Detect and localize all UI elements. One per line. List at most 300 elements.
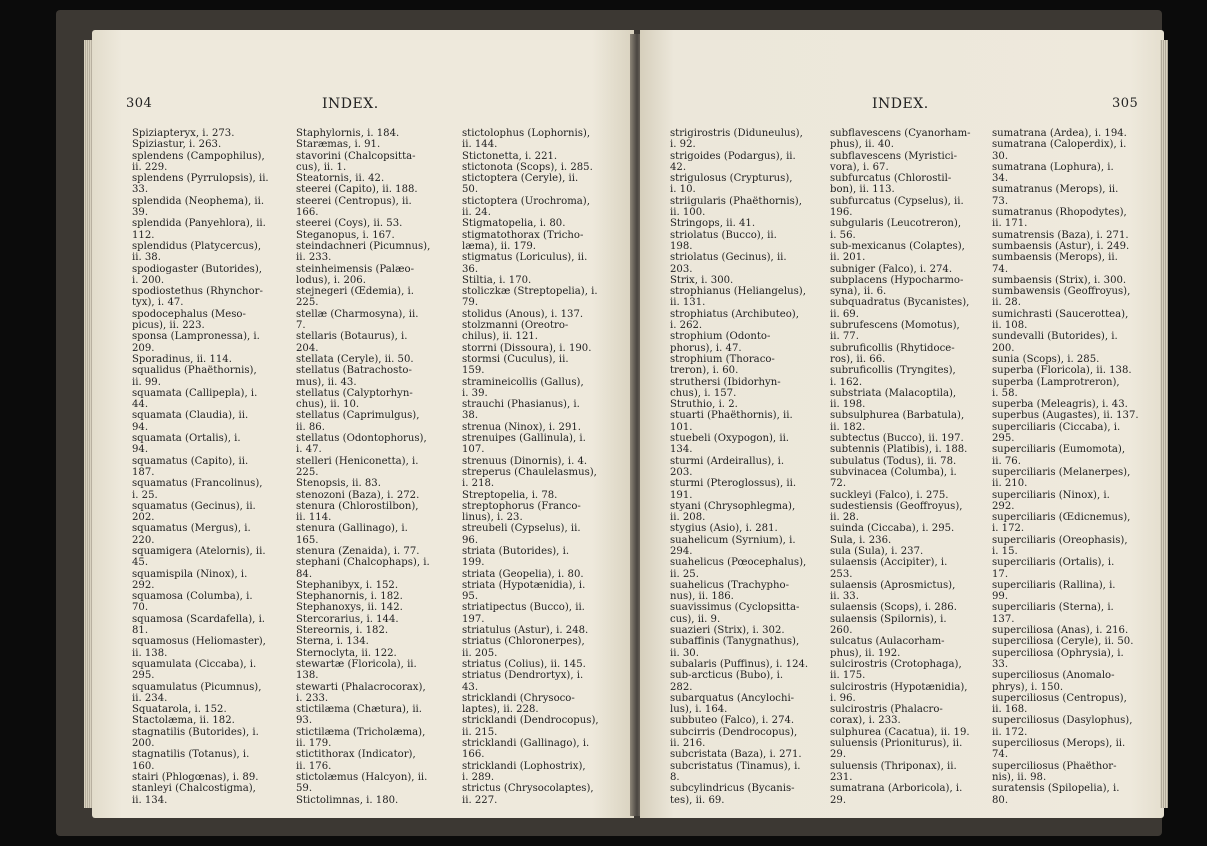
index-line: sumbaensis (Merops), ii. (992, 252, 1118, 264)
index-line: linus), i. 23. (462, 512, 523, 524)
index-line: Stereornis, i. 182. (296, 625, 389, 637)
index-line: strophiatus (Archibuteo), (670, 308, 799, 320)
index-line: superciliaris (Oreophasis), (992, 534, 1128, 546)
index-line: sulaensis (Scops), i. 286. (830, 602, 957, 614)
index-line: strictus (Chrysocolaptes), (462, 783, 594, 795)
index-line: ii. 69. (830, 308, 859, 320)
index-line: sumichrasti (Saucerottea), (992, 308, 1129, 320)
index-line: 200. (132, 738, 155, 750)
index-line: streperus (Chaulelasmus), (462, 466, 597, 478)
index-line: ii. 99. (132, 376, 161, 388)
index-line: chilus), ii. 121. (462, 331, 538, 343)
right-column-3 (992, 128, 1139, 806)
index-line: suazieri (Strix), i. 302. (670, 625, 785, 637)
index-line: sundevalli (Butorides), i. (992, 331, 1118, 343)
index-line: læma), ii. 179. (462, 240, 537, 252)
index-line: 204. (296, 342, 319, 354)
index-line: superciliosus (Merops), ii. (992, 738, 1126, 750)
index-line: 95. (462, 591, 479, 603)
index-line: suratensis (Spilopelia), i. (992, 783, 1120, 795)
index-line: ii. 134. (132, 794, 168, 806)
index-line: stricklandi (Gallinago), i. (462, 738, 590, 750)
index-line: subtectus (Bucco), ii. 197. (830, 433, 964, 445)
index-line: strenuipes (Gallinula), i. (462, 433, 586, 445)
index-line: sulcatus (Aulacorham- (830, 636, 945, 648)
index-line: squamatus (Capito), ii. (132, 455, 249, 467)
index-line: squamata (Ortalis), i. (132, 433, 241, 445)
index-line: i. 47. (296, 444, 322, 456)
index-line: stewarti (Phalacrocorax), (296, 681, 426, 693)
index-line: Sporadinus, ii. 114. (132, 353, 232, 365)
index-line: 50. (462, 184, 479, 196)
index-line: ii. 233. (296, 252, 332, 264)
index-line: stictonota (Scops), i. 285. (462, 161, 593, 173)
index-line: steerei (Coys), ii. 53. (296, 218, 403, 230)
index-line: subcirris (Dendrocopus), (670, 726, 798, 738)
index-line: 36. (462, 263, 479, 275)
index-line: superba (Floricola), ii. 138. (992, 365, 1132, 377)
index-line: stuebeli (Oxypogon), ii. (670, 433, 790, 445)
index-line: stephani (Chalcophaps), i. (296, 557, 430, 569)
index-line: striatus (Dendrortyx), i. (462, 670, 584, 682)
index-line: 79. (462, 297, 479, 309)
index-line: splendidus (Platycercus), (132, 240, 262, 252)
index-line: 29. (830, 749, 847, 761)
index-line: stagnatilis (Totanus), i. (132, 749, 250, 761)
index-line: sulcirostris (Hypotænidia), (830, 681, 968, 693)
index-line: i. 262. (670, 320, 703, 332)
index-line: ii. 176. (296, 760, 332, 772)
index-line: ii. 28. (830, 512, 859, 524)
index-line: squalidus (Phaëthornis), (132, 365, 257, 377)
index-line: ii. 205. (462, 647, 498, 659)
index-line: superbus (Augastes), ii. 137. (992, 410, 1139, 422)
index-line: striatus (Chloronerpes), (462, 636, 585, 648)
index-line: 199. (462, 557, 485, 569)
index-line: ii. 215. (462, 726, 498, 738)
index-line: stenura (Zenaida), i. 77. (296, 545, 420, 557)
index-line: i. 25. (132, 489, 158, 501)
left-page (92, 30, 634, 818)
index-line: Stenopsis, ii. 83. (296, 478, 381, 490)
index-line: ii. 77. (830, 331, 859, 343)
index-line: i. 92. (670, 139, 696, 151)
index-line: 34. (992, 173, 1009, 185)
index-line: superciliaris (Ciccaba), i. (992, 421, 1121, 433)
index-line: ii. 227. (462, 794, 498, 806)
index-line: 94. (132, 421, 149, 433)
index-line: suckleyi (Falco), i. 275. (830, 489, 949, 501)
index-line: 29. (830, 794, 847, 806)
index-line: subruficollis (Rhytidoce- (830, 342, 955, 354)
index-line: sulaensis (Spilornis), i. (830, 613, 947, 625)
index-line: ii. 208. (670, 512, 706, 524)
index-line: subtennis (Platibis), i. 188. (830, 444, 968, 456)
index-line: subcylindricus (Bycanis- (670, 783, 795, 795)
index-line: phorus), i. 47. (670, 342, 742, 354)
index-line: Stictonetta, i. 221. (462, 150, 558, 162)
index-line: sponsa (Lampronessa), i. (132, 331, 260, 343)
index-line: striatulus (Astur), i. 248. (462, 625, 589, 637)
index-line: i. 200. (132, 274, 165, 286)
index-line: 44. (132, 399, 149, 411)
index-line: phus), ii. 40. (830, 139, 894, 151)
index-line: suinda (Ciccaba), i. 295. (830, 523, 955, 535)
index-line: nus), ii. 186. (670, 591, 734, 603)
index-line: tyx), i. 47. (132, 297, 184, 309)
index-line: 165. (296, 534, 319, 546)
left-running-head: INDEX. (322, 96, 379, 112)
index-line: picus), ii. 223. (132, 320, 205, 332)
index-line: 38. (462, 410, 479, 422)
index-line: 187. (132, 466, 155, 478)
index-line: ii. 28. (992, 297, 1021, 309)
index-line: 101. (670, 421, 693, 433)
index-line: Streptopelia, i. 78. (462, 489, 558, 501)
index-line: striata (Butorides), i. (462, 545, 570, 557)
index-line: 73. (992, 195, 1009, 207)
index-line: Sula, i. 236. (830, 534, 892, 546)
index-line: 107. (462, 444, 485, 456)
index-line: superciliosus (Phaëthor- (992, 760, 1117, 772)
right-page-number: 305 (1112, 96, 1139, 111)
index-line: subalaris (Puffinus), i. 124. (670, 658, 809, 670)
index-line: ii. 172. (992, 726, 1028, 738)
index-line: sumatrana (Arboricola), i. (830, 783, 963, 795)
index-line: 295. (992, 433, 1015, 445)
index-line: superciliaris (Rallina), i. (992, 579, 1116, 591)
index-line: stolidus (Anous), i. 137. (462, 308, 584, 320)
index-line: suahelicum (Syrnium), i. (670, 534, 796, 546)
index-line: splendens (Campophilus), (132, 150, 265, 162)
index-line: 292. (132, 579, 155, 591)
index-line: 80. (992, 794, 1009, 806)
index-line: strigulosus (Crypturus), (670, 173, 793, 185)
index-line: Stactolæma, ii. 182. (132, 715, 235, 727)
index-line: stictolophus (Lophornis), (462, 128, 591, 139)
index-line: superciliaris (Ninox), i. (992, 489, 1110, 501)
index-line: lodus), i. 206. (296, 274, 366, 286)
index-line: squamatus (Mergus), i. (132, 523, 251, 535)
index-line: stelleri (Heniconetta), i. (296, 455, 419, 467)
index-line: ii. 179. (296, 738, 332, 750)
index-line: ii. 144. (462, 139, 498, 151)
index-line: 294. (670, 545, 693, 557)
index-line: 93. (296, 715, 313, 727)
index-line: sula (Sula), i. 237. (830, 545, 924, 557)
index-line: stellatus (Caprimulgus), (296, 410, 420, 422)
index-line: stairi (Phlogœnas), i. 89. (132, 771, 259, 783)
index-line: subvinacea (Columba), i. (830, 466, 957, 478)
index-line: syna), ii. 6. (830, 286, 887, 298)
index-line: subrufescens (Momotus), (830, 320, 960, 332)
index-line: sudestiensis (Geoffroyus), (830, 500, 963, 512)
index-line: mus), ii. 43. (296, 376, 357, 388)
index-line: superciliaris (Ortalis), i. (992, 557, 1115, 569)
index-line: 292. (992, 500, 1015, 512)
index-line: steerei (Capito), ii. 188. (296, 184, 418, 196)
index-line: stolzmanni (Oreotro- (462, 320, 569, 332)
index-line: vora), i. 67. (830, 161, 889, 173)
index-line: 39. (132, 207, 149, 219)
index-line: sumatrana (Lophura), i. (992, 161, 1114, 173)
index-line: squamosa (Scardafella), i. (132, 613, 266, 625)
index-line: laptes), ii. 228. (462, 704, 539, 716)
index-line: subflavescens (Cyanorham- (830, 128, 971, 139)
index-line: superciliosus (Anomalo- (992, 670, 1115, 682)
index-line: stygius (Asio), i. 281. (670, 523, 778, 535)
index-line: Squatarola, i. 152. (132, 704, 227, 716)
index-line: squamata (Claudia), ii. (132, 410, 249, 422)
index-line: sub-mexicanus (Colaptes), (830, 240, 965, 252)
index-line: bon), ii. 113. (830, 184, 895, 196)
index-line: stictoptera (Urochroma), (462, 195, 590, 207)
index-line: stavorini (Chalcopsitta- (296, 150, 416, 162)
index-line: ii. 86. (296, 421, 325, 433)
index-line: 166. (462, 749, 485, 761)
index-line: superba (Lamprotreron), (992, 376, 1120, 388)
index-line: superciliaris (Sterna), i. (992, 602, 1114, 614)
index-line: striatus (Colius), ii. 145. (462, 658, 586, 670)
index-line: 220. (132, 534, 155, 546)
index-line: ii. 30. (670, 647, 699, 659)
index-line: striata (Geopelia), i. 80. (462, 568, 584, 580)
index-line: ros), ii. 66. (830, 353, 886, 365)
index-line: 74. (992, 263, 1009, 275)
index-line: stellaris (Botaurus), i. (296, 331, 408, 343)
index-line: striata (Hypotænidia), i. (462, 579, 586, 591)
index-line: streubeli (Cypselus), ii. (462, 523, 581, 535)
index-line: subfurcatus (Chlorostil- (830, 173, 952, 185)
index-line: splendida (Neophema), ii. (132, 195, 265, 207)
index-line: ii. 24. (462, 207, 491, 219)
index-line: i. 10. (670, 184, 696, 196)
index-line: 134. (670, 444, 693, 456)
index-line: subarquatus (Ancylochi- (670, 692, 795, 704)
index-line: suahelicus (Pœocephalus), (670, 557, 807, 569)
right-column-1 (670, 128, 808, 806)
index-line: subniger (Falco), i. 274. (830, 263, 953, 275)
index-line: stigmatothorax (Tricho- (462, 229, 584, 241)
open-book (56, 10, 1162, 836)
index-line: 112. (132, 229, 155, 241)
index-line: Stictolimnas, i. 180. (296, 794, 399, 806)
index-line: 42. (670, 161, 687, 173)
index-line: corax), i. 233. (830, 715, 901, 727)
index-line: chus), i. 157. (670, 387, 737, 399)
index-line: Stiltia, i. 170. (462, 274, 532, 286)
index-line: superciliaris (Eumomota), (992, 444, 1126, 456)
index-line: 225. (296, 466, 319, 478)
index-line: ii. 210. (992, 478, 1028, 490)
index-line: strophianus (Heliangelus), (670, 286, 806, 298)
index-line: subflavescens (Myristici- (830, 150, 958, 162)
index-line: ii. 234. (132, 692, 168, 704)
index-line: subaffinis (Tanygnathus), (670, 636, 800, 648)
index-line: subplacens (Hypocharmo- (830, 274, 964, 286)
index-line: 45. (132, 557, 149, 569)
index-line: struthersi (Ibidorhyn- (670, 376, 781, 388)
left-column-2 (296, 128, 430, 806)
index-line: strigoides (Podargus), ii. (670, 150, 796, 162)
index-line: superciliosa (Ceryle), ii. 50. (992, 636, 1134, 648)
left-page-number: 304 (126, 96, 153, 111)
index-line: subruficollis (Tryngites), (830, 365, 956, 377)
index-line: sumbaensis (Astur), i. 249. (992, 240, 1130, 252)
index-line: Sterna, i. 134. (296, 636, 369, 648)
index-line: styani (Chrysophlegma), (670, 500, 796, 512)
index-line: squamatus (Gecinus), ii. (132, 500, 256, 512)
index-line: stigmatus (Loriculus), ii. (462, 252, 588, 264)
index-line: ii. 138. (132, 647, 168, 659)
index-line: Sternoclyta, ii. 122. (296, 647, 397, 659)
index-line: 30. (992, 150, 1009, 162)
right-column-2 (830, 128, 971, 806)
index-line: subcristatus (Tinamus), i. (670, 760, 801, 772)
index-line: stictolæmus (Halcyon), ii. (296, 771, 428, 783)
index-line: 295. (132, 670, 155, 682)
index-line: striatipectus (Bucco), ii. (462, 602, 585, 614)
index-line: 159. (462, 365, 485, 377)
index-line: 197. (462, 613, 485, 625)
right-page-edges (1160, 40, 1168, 808)
index-line: strauchi (Phasianus), i. (462, 399, 580, 411)
index-line: streptophorus (Franco- (462, 500, 581, 512)
index-line: stejnegeri (Œdemia), i. (296, 286, 414, 298)
index-line: 160. (132, 760, 155, 772)
index-line: splendens (Pyrrulopsis), ii. (132, 173, 269, 185)
index-line: 198. (670, 240, 693, 252)
index-line: subulatus (Todus), ii. 78. (830, 455, 957, 467)
index-line: suavissimus (Cyclopsitta- (670, 602, 800, 614)
index-line: sulcirostris (Phalacro- (830, 704, 943, 716)
index-line: 231. (830, 771, 853, 783)
index-line: stricklandi (Chrysoco- (462, 692, 575, 704)
index-line: Stephanoxys, ii. 142. (296, 602, 403, 614)
index-line: 203. (670, 466, 693, 478)
index-line: 8. (670, 771, 680, 783)
index-line: sub-arcticus (Bubo), i. (670, 670, 784, 682)
index-line: cus), ii. 1. (296, 161, 347, 173)
index-line: stanleyi (Chalcostigma), (132, 783, 256, 795)
index-line: stramineicollis (Gallus), (462, 376, 584, 388)
right-running-head: INDEX. (872, 96, 929, 112)
index-line: sumatrana (Ardea), i. 194. (992, 128, 1127, 139)
index-line: Stringops, ii. 41. (670, 218, 756, 230)
index-line: 200. (992, 342, 1015, 354)
index-line: phus), ii. 192. (830, 647, 901, 659)
index-line: Spiziastur, i. 263. (132, 139, 222, 151)
index-line: i. 56. (830, 229, 856, 241)
index-line: squamigera (Atelornis), ii. (132, 545, 266, 557)
index-line: squamatus (Francolinus), (132, 478, 263, 490)
index-line: striolatus (Gecinus), ii. (670, 252, 787, 264)
index-line: substriata (Malacoptila), (830, 387, 957, 399)
index-line: treron), i. 60. (670, 365, 739, 377)
index-line: subcristata (Baza), i. 271. (670, 749, 802, 761)
index-line: stagnatilis (Butorides), i. (132, 726, 259, 738)
index-line: steindachneri (Picumnus), (296, 240, 431, 252)
index-line: Staræmas, i. 91. (296, 139, 381, 151)
index-line: sturmi (Pteroglossus), ii. (670, 478, 797, 490)
index-line: stellatus (Batrachosto- (296, 365, 412, 377)
index-line: Staphylornis, i. 184. (296, 128, 400, 139)
left-column-1 (132, 128, 269, 806)
index-line: tes), ii. 69. (670, 794, 725, 806)
index-line: sumatrensis (Baza), i. 271. (992, 229, 1129, 241)
index-line: sumbawensis (Geoffroyus), (992, 286, 1131, 298)
index-line: stellæ (Charmosyna), ii. (296, 308, 419, 320)
index-line: i. 172. (992, 523, 1025, 535)
index-line: 59. (296, 783, 313, 795)
index-line: ii. 182. (830, 421, 866, 433)
index-line: subbuteo (Falco), i. 274. (670, 715, 795, 727)
index-line: 33. (992, 658, 1009, 670)
index-line: 196. (830, 207, 853, 219)
index-line: 138. (296, 670, 319, 682)
index-line: stricklandi (Dendrocopus), (462, 715, 599, 727)
index-line: strophium (Odonto- (670, 331, 771, 343)
left-column-3 (462, 128, 599, 806)
index-line: stellata (Ceryle), ii. 50. (296, 353, 414, 365)
index-line: subquadratus (Bycanistes), (830, 297, 970, 309)
index-line: sumatranus (Merops), ii. (992, 184, 1119, 196)
index-line: ii. 38. (132, 252, 161, 264)
index-line: stictoptera (Ceryle), ii. (462, 173, 579, 185)
index-line: ii. 175. (830, 670, 866, 682)
index-line: 203. (670, 263, 693, 275)
index-line: stenozoni (Baza), i. 272. (296, 489, 420, 501)
index-line: stewartæ (Floricola), ii. (296, 658, 417, 670)
index-line: superciliaris (Melanerpes), (992, 466, 1131, 478)
index-line: ii. 168. (992, 704, 1028, 716)
index-line: squamulata (Ciccaba), i. (132, 658, 257, 670)
index-line: nis), ii. 98. (992, 771, 1047, 783)
index-line: stellatus (Odontophorus), (296, 433, 427, 445)
index-line: steerei (Centropus), ii. (296, 195, 412, 207)
index-line: i. 289. (462, 771, 495, 783)
index-line: 33. (132, 184, 149, 196)
index-line: 225. (296, 297, 319, 309)
index-line: subsulphurea (Barbatula), (830, 410, 965, 422)
index-line: suahelicus (Trachypho- (670, 579, 789, 591)
index-line: 99. (992, 591, 1009, 603)
index-line: squamispila (Ninox), i. (132, 568, 248, 580)
index-line: 202. (132, 512, 155, 524)
index-line: spodiogaster (Butorides), (132, 263, 263, 275)
index-line: Steatornis, ii. 42. (296, 173, 385, 185)
index-line: i. 39. (462, 387, 488, 399)
index-line: ii. 100. (670, 207, 706, 219)
index-line: strigirostris (Diduneulus), (670, 128, 803, 139)
index-line: storrni (Dissoura), i. 190. (462, 342, 592, 354)
index-line: Stigmatopelia, i. 80. (462, 218, 566, 230)
right-page (640, 30, 1164, 818)
index-line: ii. 216. (670, 738, 706, 750)
index-line: 70. (132, 602, 149, 614)
index-line: stictilæma (Chætura), ii. (296, 704, 422, 716)
index-line: subgularis (Leucotreron), (830, 218, 962, 230)
index-line: superciliosa (Anas), i. 216. (992, 625, 1129, 637)
index-line: 209. (132, 342, 155, 354)
index-line: splendida (Panyehlora), ii. (132, 218, 266, 230)
index-line: striolatus (Bucco), ii. (670, 229, 777, 241)
index-line: stellatus (Calyptorhyn- (296, 387, 413, 399)
index-line: superciliosus (Centropus), (992, 692, 1127, 704)
index-line: ii. 198. (830, 399, 866, 411)
index-line: stenura (Gallinago), i. (296, 523, 408, 535)
index-line: sulphurea (Cacatua), ii. 19. (830, 726, 970, 738)
